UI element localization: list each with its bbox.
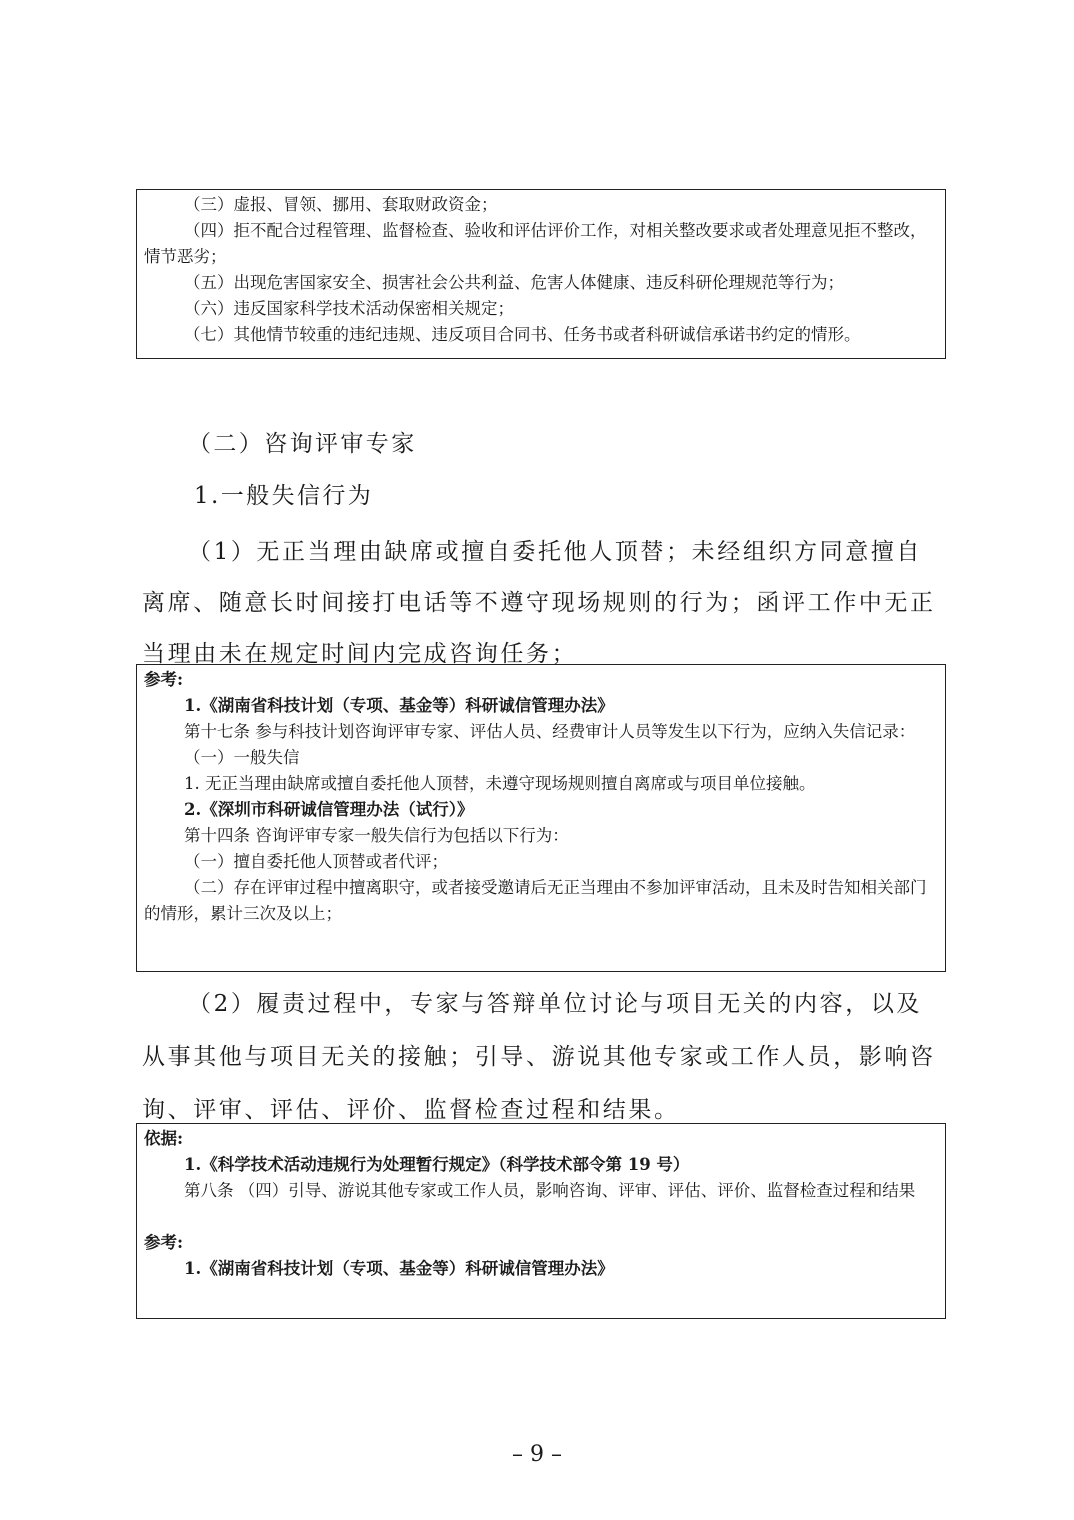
box1-line-2: （四）拒不配合过程管理、监督检查、验收和评估评价工作，对相关整改要求或者处理意见拒不整改，情节恶劣； — [144, 221, 927, 266]
paragraph-2-text: （2）履责过程中，专家与答辩单位讨论与项目无关的内容，以及从事其他与项目无关的接触；引导、游说其他专家或工作人员，影响咨询、评审、评估、评价、监督检查过程和结果。 — [142, 991, 936, 1123]
reference-label-2: 参考: — [144, 1233, 184, 1252]
paragraph-2 — [142, 978, 942, 1137]
section-subheading: 1.一般失信行为 — [194, 483, 374, 509]
box1-line-1: （三）虚报、冒领、挪用、套取财政资金； — [184, 195, 498, 214]
basis-article-1: 第八条 （四）引导、游说其他专家或工作人员，影响咨询、评审、评估、评价、监督检查过程和结果 — [184, 1181, 916, 1200]
reference-title-2: 2.《深圳市科研诚信管理办法（试行）》 — [184, 800, 474, 819]
reference-article-2: 第十四条 咨询评审专家一般失信行为包括以下行为： — [184, 826, 569, 845]
paragraph-1-text: （1）无正当理由缺席或擅自委托他人顶替；未经组织方同意擅自离席、随意长时间接打电话等不遵守现场规则的行为；函评工作中无正当理由未在规定时间内完成咨询任务； — [142, 539, 936, 667]
box1-line-3: （五）出现危害国家安全、损害社会公共利益、危害人体健康、违反科研伦理规范等行为； — [184, 273, 844, 292]
box1-line-4: （六）违反国家科学技术活动保密相关规定； — [184, 299, 514, 318]
reference-item-2: 1. 无正当理由缺席或擅自委托他人顶替，未遵守现场规则擅自离席或与项目单位接触。 — [184, 774, 816, 793]
paragraph-1 — [142, 527, 942, 680]
reference-title-1: 1.《湖南省科技计划（专项、基金等）科研诚信管理办法》 — [184, 696, 614, 715]
blank-line — [144, 1204, 939, 1230]
basis-label: 依据: — [144, 1129, 184, 1148]
reference-item-4: （二）存在评审过程中擅离职守，或者接受邀请后无正当理由不参加评审活动，且未及时告知相关部门的情形，累计三次及以上； — [144, 878, 927, 923]
reference-item-3: （一）擅自委托他人顶替或者代评； — [184, 852, 448, 871]
reference-article-1: 第十七条 参与科技计划咨询评审专家、评估人员、经费审计人员等发生以下行为，应纳入失信记录： — [184, 722, 916, 741]
reference-box-1 — [136, 664, 946, 972]
section-heading: （二）咨询评审专家 — [188, 431, 417, 457]
reference-item-1: （一）一般失信 — [184, 748, 300, 767]
reference-title-3: 1.《湖南省科技计划（专项、基金等）科研诚信管理办法》 — [184, 1259, 614, 1278]
box1-line-5: （七）其他情节较重的违纪违规、违反项目合同书、任务书或者科研诚信承诺书约定的情形。 — [184, 325, 861, 344]
reference-box-2 — [136, 1123, 946, 1319]
reference-label: 参考: — [144, 670, 184, 689]
page-number: – 9 – — [512, 1442, 562, 1467]
basis-title-1: 1.《科学技术活动违规行为处理暂行规定》（科学技术部令第 19 号） — [184, 1155, 690, 1174]
excerpt-box-1 — [136, 189, 946, 359]
